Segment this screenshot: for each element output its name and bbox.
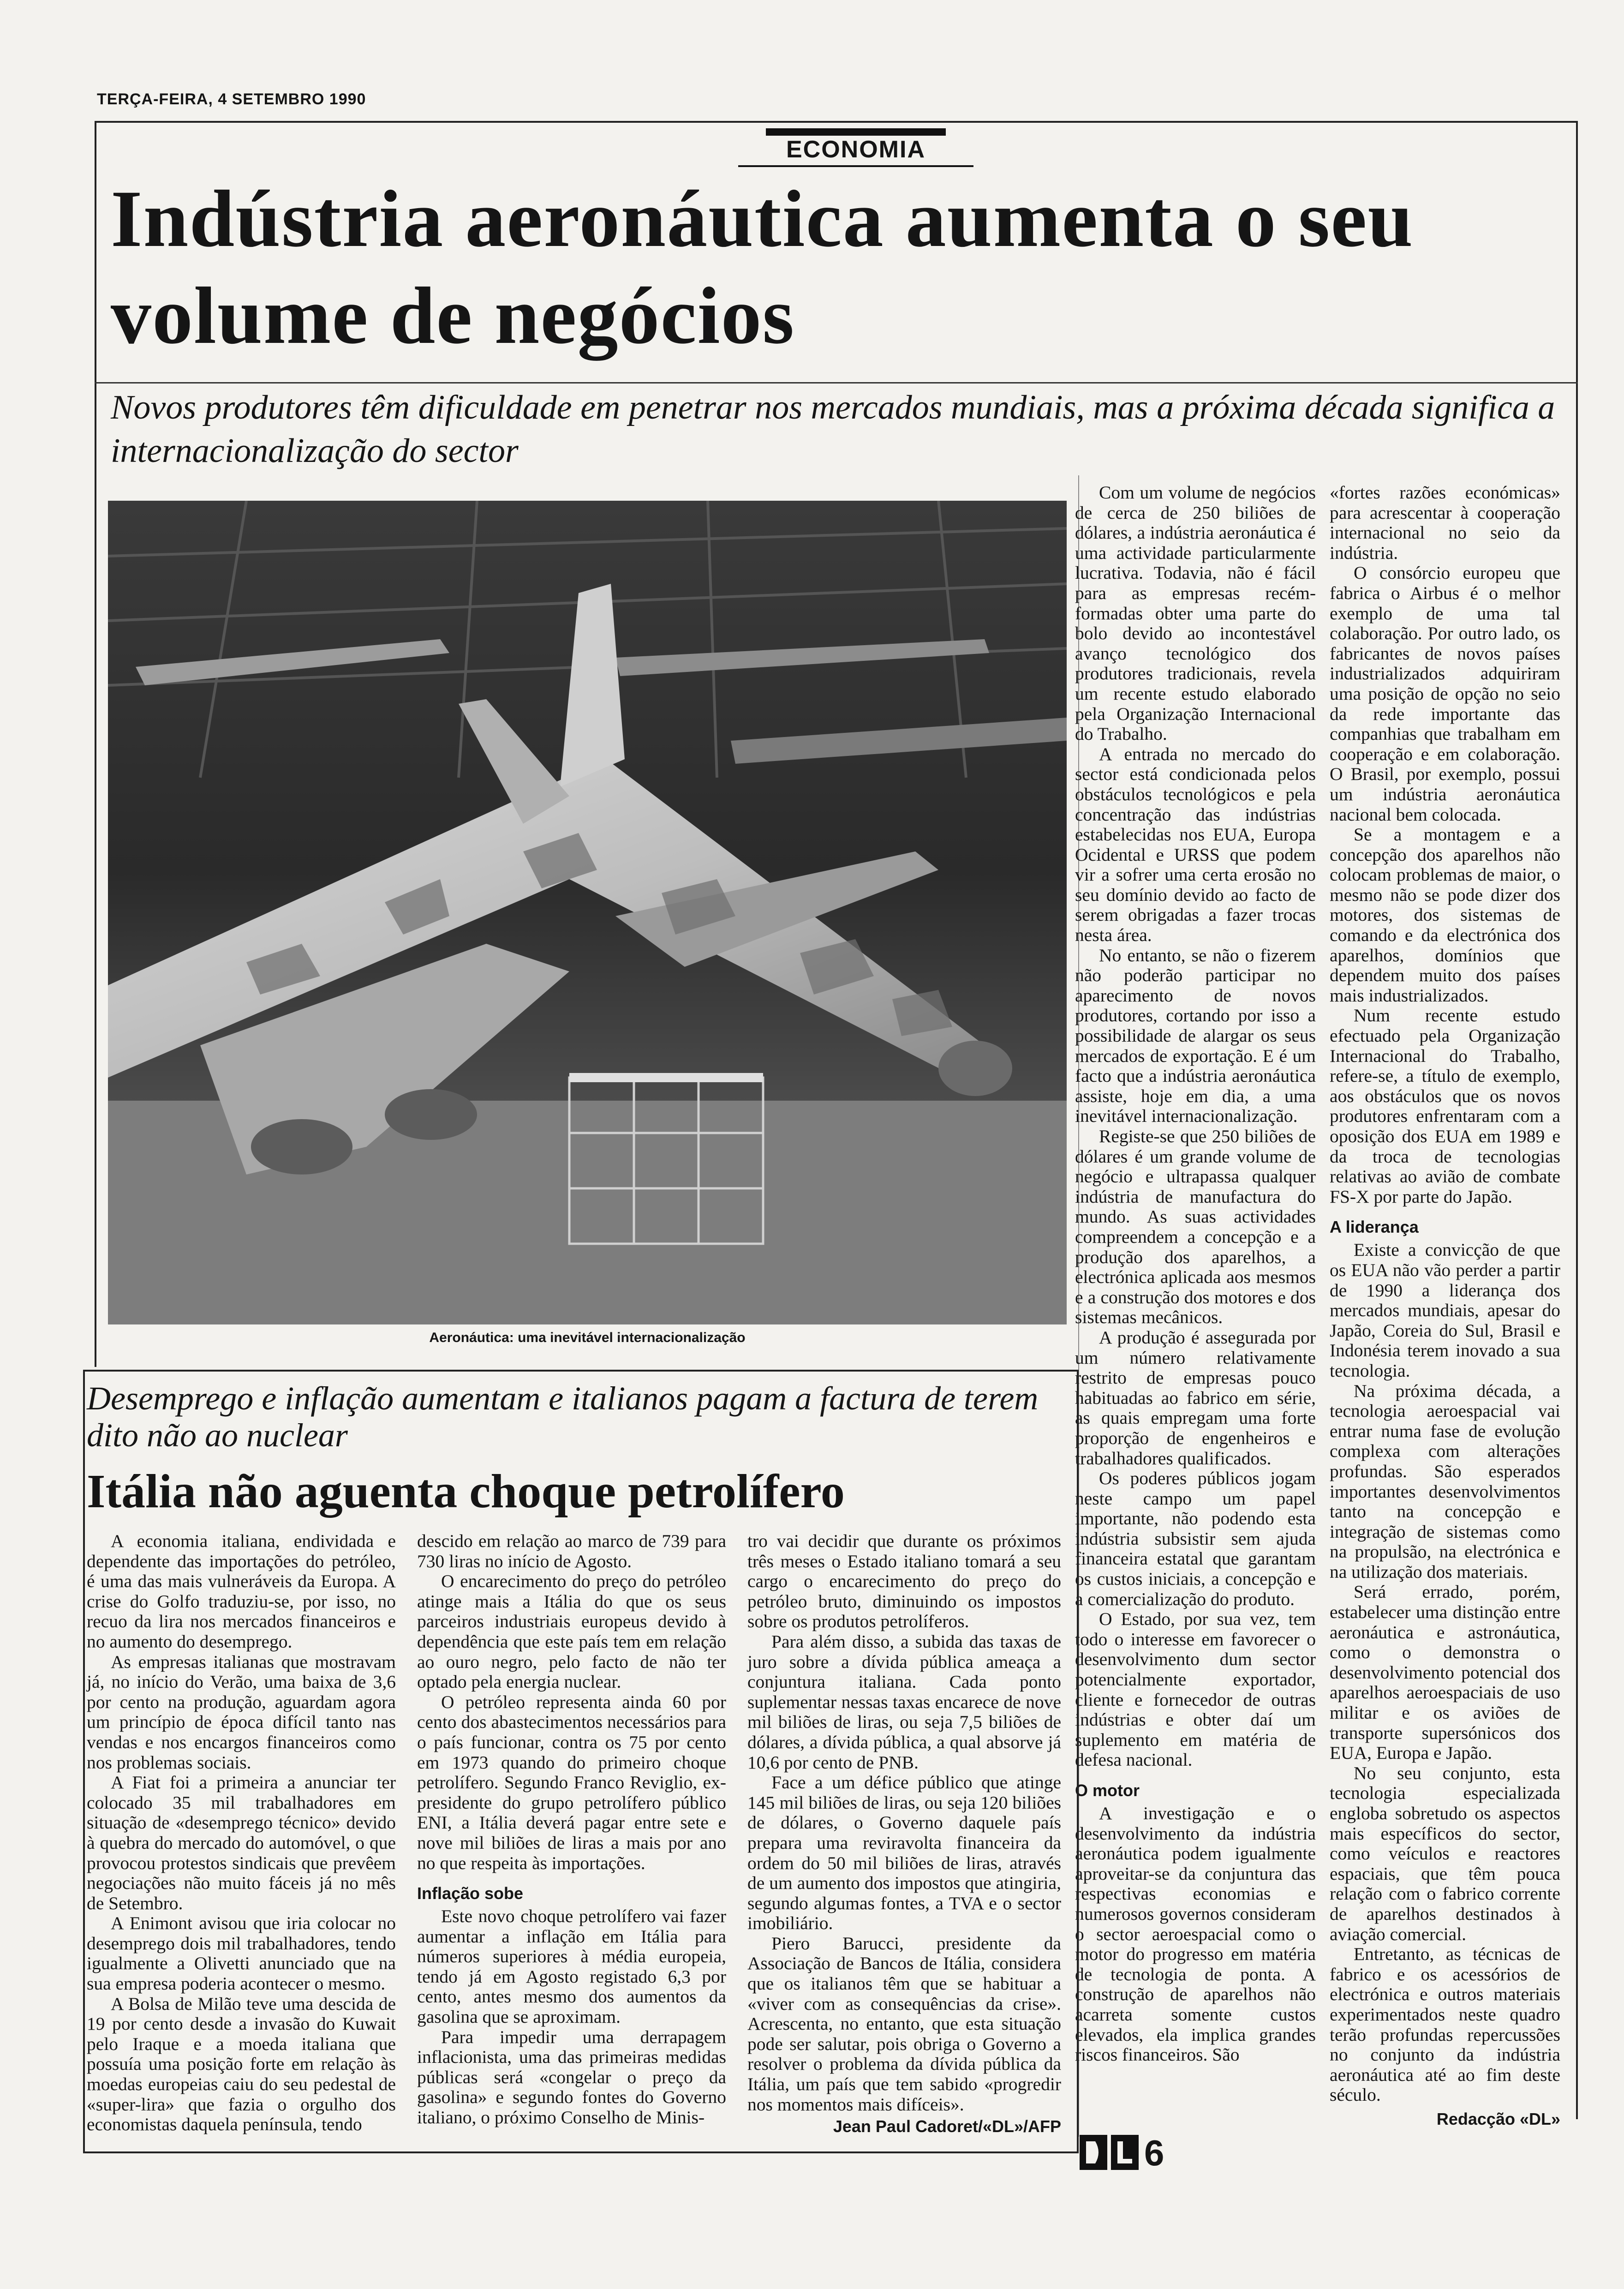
paragraph: Piero Barucci, presidente da Associação de Bancos de Itália, considera que os italianos têm que se habituar a «viver com as consequências da crise». Acrescenta, no entanto, que esta situação pode ser salutar, pois obriga o Governo a resolver o problema da dívida pública da Itália, um país que tem sabido «progredir nos momentos mais difíceis».: [747, 1933, 1061, 2115]
boxed-article-column-2: [417, 1531, 726, 2128]
boxed-article-headline: Itália não aguenta choque petrolífero: [87, 1465, 845, 1518]
paragraph: Para impedir uma derrapagem inflacionista, uma das primeiras medidas públicas será «congelar o preço da gasolina» e segundo fontes do Governo italiano, o próximo Conselho de Minis-: [417, 2026, 726, 2128]
paragraph: Registe-se que 250 biliões de dólares é um grande volume de negócio e ultrapassa qualquer indústria de manufactura do mundo. As suas actividades compreendem a concepção e a produção dos aparelhos, a electrónica aplicada aos mesmos e a construção dos motores e dos sistemas mecânicos.: [1075, 1126, 1316, 1328]
section-label: ECONOMIA: [786, 136, 925, 163]
paragraph: Para além disso, a subida das taxas de juro sobre a dívida pública ameaça a conjuntura italiana. Cada ponto suplementar nessas taxas encarece de nove mil biliões de liras, ou seja 7,5 biliões de dólares, a dívida pública, a qual absorve já 10,6 por cento de PNB.: [747, 1631, 1061, 1773]
frame-left-rule: [95, 121, 96, 1367]
deck-rule: [95, 382, 1578, 383]
paragraph: Num recente estudo efectuado pela Organização Internacional do Trabalho, refere-se, a título de exemplo, aos obstáculos que os novos produtores enfrentaram com a oposição dos EUA em 1989 e da troca de tecnologias relativas ao avião de combate FS-X por parte do Japão.: [1330, 1005, 1560, 1207]
main-article-column-2: [1330, 483, 1560, 2129]
paragraph: descido em relação ao marco de 739 para 730 liras no início de Agosto.: [417, 1531, 726, 1571]
dateline: TERÇA-FEIRA, 4 SETEMBRO 1990: [97, 90, 366, 108]
paragraph: Entretanto, as técnicas de fabrico e os acessórios de electrónica e outros materiais experimentados neste quadro terão profundas repercussões no conjunto da indústria aeronáutica até ao fim deste século.: [1330, 1944, 1560, 2105]
photo-caption: Aeronáutica: uma inevitável internacionalização: [429, 1330, 746, 1345]
paragraph: A Bolsa de Milão teve uma descida de 19 por cento desde a invasão do Kuwait pelo Iraque e a moeda italiana que possuía uma posição forte em relação às moedas europeias caiu do seu pedestal de «super-lira» que fazia o orgulho dos economistas daquela península, tendo: [87, 1993, 396, 2135]
paragraph: Na próxima década, a tecnologia aeroespacial vai entrar numa fase de evolução complexa com alterações profundas. São esperados importantes desenvolvimentos tanto na concepção e integração de sistemas como na propulsão, na electrónica e na utilização dos materiais.: [1330, 1380, 1560, 1582]
frame-right-rule: [1576, 121, 1578, 2119]
section-bar: [766, 128, 946, 136]
paragraph: A entrada no mercado do sector está condicionada pelos obstáculos tecnológicos e pela concentração das indústrias estabelecidas nos EUA, Europa Ocidental e URSS que podem vir a sofrer uma certa erosão no seu domínio devido ao facto de serem obrigadas a fazer trocas nesta área.: [1075, 743, 1316, 946]
frame-top-rule: [95, 121, 1578, 123]
paragraph: No seu conjunto, esta tecnologia especializada engloba sobretudo os aspectos mais específicos do sector, como veículos e reactores espaciais, que têm pouca relação com o fabrico corrente de aparelhos destinados à aviação comercial.: [1330, 1762, 1560, 1944]
paragraph: No entanto, se não o fizerem não poderão participar no aparecimento de novos produtores, cortando por isso a possibilidade de alargar os seus mercados de exportação. E é um facto que a indústria aeronáutica assiste, hoje em dia, a uma inevitável internacionalização.: [1075, 945, 1316, 1127]
page-number: 6: [1144, 2133, 1164, 2173]
article-signature: Redacção «DL»: [1436, 2109, 1560, 2128]
paragraph: A Enimont avisou que iria colocar no desemprego dois mil trabalhadores, tendo igualmente a Olivetti anunciado que na sua empresa poderia acontecer o mesmo.: [87, 1913, 396, 1994]
paragraph: Se a montagem e a concepção dos aparelhos não colocam problemas de maior, o mesmo não se pode dizer dos motores, dos sistemas de comando e da electrónica dos aparelhos, domínios que dependem muito dos países mais industrializados.: [1330, 824, 1560, 1006]
subhead-motor: O motor: [1075, 1781, 1140, 1800]
subhead-inflacao: Inflação sobe: [417, 1884, 524, 1903]
main-article-column-1: [1075, 483, 1316, 2065]
paragraph: Existe a convicção de que os EUA não vão perder a partir de 1990 a liderança dos mercados mundiais, apesar do Japão, Coreia do Sul, Brasil e Indonésia terem inovado a sua tecnologia.: [1330, 1240, 1560, 1381]
paragraph: O consórcio europeu que fabrica o Airbus é o melhor exemplo de uma tal colaboração. Por outro lado, os fabricantes de novos países industrializados adquiriram uma posição de opção no seio da rede importante das companhias que trabalham em cooperação e em colaboração. O Brasil, por exemplo, possui um indústria aeronáutica nacional bem colocada.: [1330, 563, 1560, 825]
paragraph: O encarecimento do preço do petróleo atinge mais a Itália do que os seus parceiros industriais europeus devido à dependência que este país tem em relação ao ouro negro, pelo facto de não ter optado pela energia nuclear.: [417, 1571, 726, 1692]
section-rule: [738, 165, 973, 167]
paragraph: A Fiat foi a primeira a anunciar ter colocado 35 mil trabalhadores em situação de «desemprego técnico» devido à quebra do mercado do automóvel, o que provocou protestos sindicais que prevêem negociações não muito fáceis já no mês de Setembro.: [87, 1772, 396, 1913]
paragraph: A economia italiana, endividada e dependente das importações do petróleo, é uma das mais vulneráveis da Europa. A crise do Golfo traduziu-se, por isso, no recuo da lira nos mercados financeiros e no aumento do desemprego.: [87, 1531, 396, 1652]
subhead-lideranca: A liderança: [1330, 1217, 1419, 1237]
paragraph: Os poderes públicos jogam neste campo um papel importante, não podendo esta indústria subsistir sem ajuda financeira estatal que garantam os custos iniciais, a concepção e a comercialização do produto.: [1075, 1468, 1316, 1609]
paragraph: As empresas italianas que mostravam já, no início do Verão, uma baixa de 3,6 por cento na produção, aguardam agora um princípio de época difícil tanto nas vendas e nos encargos financeiros como nos problemas sociais.: [87, 1651, 396, 1773]
paragraph: A produção é assegurada por um número relativamente restrito de empresas pouco habituadas ao fabrico em série, as quais empregam uma forte proporção de engenheiros e trabalhadores qualificados.: [1075, 1327, 1316, 1468]
main-headline: Indústria aeronáutica aumenta o seu volume de negócios: [111, 174, 1414, 361]
paragraph: Será errado, porém, estabelecer uma distinção entre aeronáutica e astronáutica, como o demonstra o desenvolvimento potencial dos aparelhos aeroespaciais de uso militar e os aviões de transporte supersónicos dos EUA, Europa e Japão.: [1330, 1582, 1560, 1763]
paragraph: «fortes razões económicas» para acrescentar à cooperação internacional no seio da indústria.: [1330, 482, 1560, 563]
main-deck: Novos produtores têm dificuldade em penetrar nos mercados mundiais, mas a próxima década significa a internacionalização do sector: [111, 389, 1555, 470]
paragraph: Este novo choque petrolífero vai fazer aumentar a inflação em Itália para números superiores à média europeia, tendo já em Agosto registado 6,3 por cento, antes mesmo dos aumentos da gasolina que se aproximam.: [417, 1906, 726, 2027]
paragraph: tro vai decidir que durante os próximos três meses o Estado italiano tomará a seu cargo o encarecimento do preço do petróleo bruto, diminuindo os impostos sobre os produtos petrolíferos.: [747, 1531, 1061, 1632]
paragraph: A investigação e o desenvolvimento da indústria aeronáutica podem igualmente aproveitar-se da conjuntura das respectivas economias e numerosos governos consideram o sector aeroespacial como o motor do progresso em matéria de tecnologia de ponta. A construção de aparelhos não acarreta somente custos elevados, ela implica grandes riscos financeiros. São: [1075, 1803, 1316, 2065]
paragraph: O petróleo representa ainda 60 por cento dos abastecimentos necessários para o país funcionar, contra os 75 por cento em 1973 quando do primeiro choque petrolífero. Segundo Franco Reviglio, ex-presidente do grupo petrolífero público ENI, a Itália deverá pagar entre sete e nove mil biliões de liras a mais por ano no que respeita às importações.: [417, 1691, 726, 1873]
boxed-article-byline: Jean Paul Cadoret/«DL»/AFP: [833, 2117, 1061, 2136]
boxed-article-column-1: [87, 1531, 396, 2135]
aircraft-hangar-photo: [108, 501, 1067, 1324]
paragraph: Com um volume de negócios de cerca de 250 biliões de dólares, a indústria aeronáutica é uma actividade particularmente lucrativa. Todavia, não é fácil para as empresas recém-formadas obter uma parte do bolo devido ao incontestável avanço tecnológico dos produtores tradicionais, revela um recente estudo elaborado pela Organização Internacional do Trabalho.: [1075, 482, 1316, 744]
boxed-article-column-3: [747, 1531, 1061, 2137]
boxed-article-deck: Desemprego e inflação aumentam e italianos pagam a factura de terem dito não ao nuclear: [87, 1380, 1039, 1454]
paragraph: Face a um défice público que atinge 145 mil biliões de liras, ou seja 120 biliões de dólares, o Governo daquele país prepara uma reviravolta financeira da ordem do 50 mil biliões de liras, através de um aumento dos impostos que atingiria, segundo algumas fontes, a TVA e o sector imobiliário.: [747, 1772, 1061, 1934]
paragraph: O Estado, por sua vez, tem todo o interesse em favorecer o desenvolvimento dum sector potencialmente exportador, cliente e fornecedor de outras indústrias e obter daí um suplemento em matéria de defesa nacional.: [1075, 1609, 1316, 1770]
